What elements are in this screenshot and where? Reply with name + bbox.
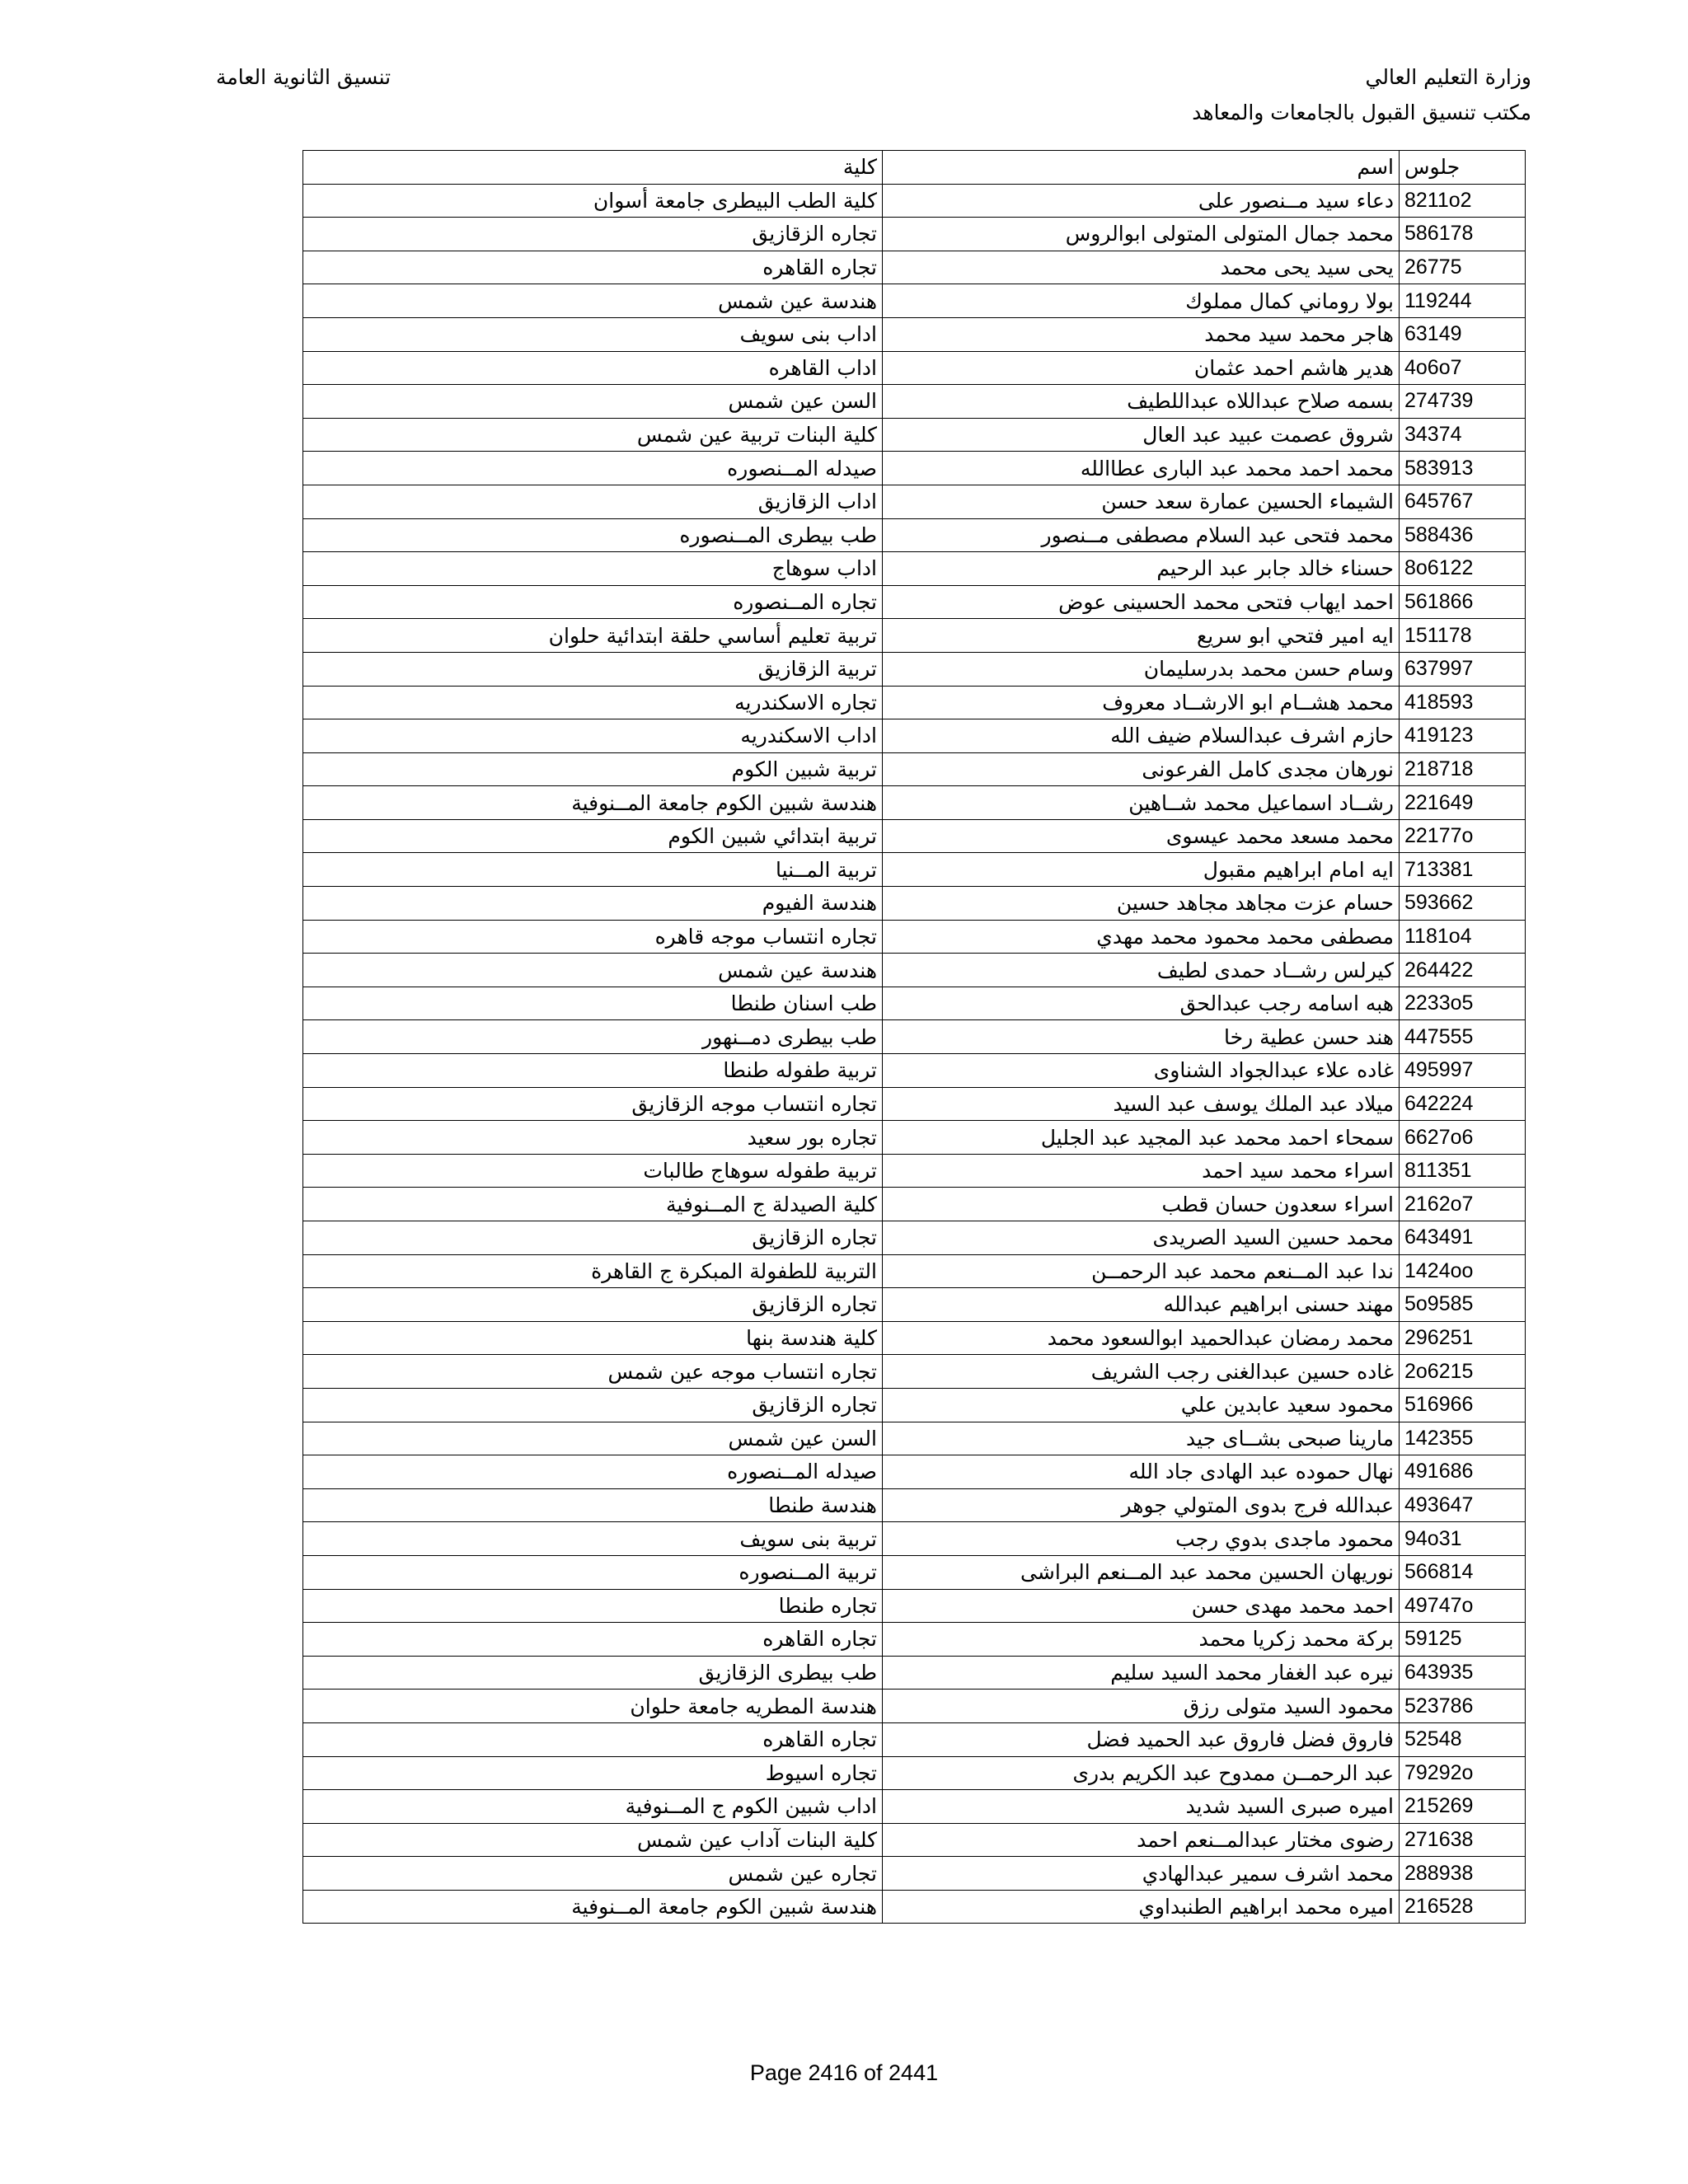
table-row: [303, 786, 1526, 820]
college-cell: طب بيطرى الزقازيق: [303, 1656, 883, 1690]
student-name-cell: رضوى مختار عبدالمــنعم احمد: [883, 1823, 1400, 1857]
table-row: [303, 619, 1526, 653]
college-cell: السن عين شمس: [303, 385, 883, 419]
seat-number-cell: 637997: [1400, 652, 1526, 686]
student-name-cell: ميلاد عبد الملك يوسف عبد السيد: [883, 1087, 1400, 1121]
column-header-name: اسم: [883, 151, 1400, 185]
results-table-body: [303, 151, 1526, 1924]
college-cell: هندسة شبين الكوم جامعة المــنوفية: [303, 1890, 883, 1924]
student-name-cell: هبه اسامه رجب عبدالحق: [883, 987, 1400, 1020]
seat-number-cell: 583913: [1400, 452, 1526, 485]
table-row: [303, 1121, 1526, 1155]
table-row: [303, 1488, 1526, 1522]
student-name-cell: مهند حسنى ابراهيم عبدالله: [883, 1288, 1400, 1322]
student-name-cell: عبد الرحمــن ممدوح عبد الكريم بدرى: [883, 1756, 1400, 1790]
table-row: [303, 920, 1526, 954]
table-row: [303, 1857, 1526, 1891]
seat-number-cell: 713381: [1400, 853, 1526, 887]
seat-number-cell: 49747o: [1400, 1589, 1526, 1623]
table-row: [303, 819, 1526, 853]
student-name-cell: مصطفى محمد محمود محمد مهدي: [883, 920, 1400, 954]
student-name-cell: محمود السيد متولى رزق: [883, 1690, 1400, 1723]
college-cell: تربية المــنيا: [303, 853, 883, 887]
table-row: [303, 1254, 1526, 1288]
student-name-cell: بولا روماني كمال مملوك: [883, 284, 1400, 318]
college-cell: تربية طفوله طنطا: [303, 1054, 883, 1088]
college-cell: هندسة طنطا: [303, 1488, 883, 1522]
student-name-cell: غاده علاء عبدالجواد الشناوى: [883, 1054, 1400, 1088]
college-cell: تجاره الزقازيق: [303, 1288, 883, 1322]
student-name-cell: شروق عصمت عبيد عبد العال: [883, 418, 1400, 452]
table-row: [303, 1790, 1526, 1824]
student-name-cell: احمد محمد مهدى حسن: [883, 1589, 1400, 1623]
seat-number-cell: 63149: [1400, 317, 1526, 351]
seat-number-cell: 495997: [1400, 1054, 1526, 1088]
table-row: [303, 1221, 1526, 1255]
college-cell: تجاره القاهره: [303, 1623, 883, 1657]
student-name-cell: محمد رمضان عبدالحميد ابوالسعود محمد: [883, 1321, 1400, 1355]
table-row: [303, 251, 1526, 284]
college-cell: تجاره اسيوط: [303, 1756, 883, 1790]
college-cell: تجاره القاهره: [303, 251, 883, 284]
college-cell: صيدله المــنصوره: [303, 452, 883, 485]
student-name-cell: حسام عزت مجاهد مجاهد حسين: [883, 887, 1400, 921]
table-header-row: [303, 151, 1526, 185]
seat-number-cell: 119244: [1400, 284, 1526, 318]
student-name-cell: ايه امير فتحي ابو سريع: [883, 619, 1400, 653]
college-cell: هندسة عين شمس: [303, 284, 883, 318]
seat-number-cell: 643935: [1400, 1656, 1526, 1690]
table-row: [303, 853, 1526, 887]
seat-number-cell: 447555: [1400, 1020, 1526, 1054]
college-cell: كلية هندسة بنها: [303, 1321, 883, 1355]
college-cell: تربية تعليم أساسي حلقة ابتدائية حلوان: [303, 619, 883, 653]
college-cell: اداب بنى سويف: [303, 317, 883, 351]
college-cell: تربية بنى سويف: [303, 1522, 883, 1556]
seat-number-cell: 59125: [1400, 1623, 1526, 1657]
table-row: [303, 1054, 1526, 1088]
college-cell: تجاره الاسكندريه: [303, 686, 883, 719]
ministry-name: وزارة التعليم العالي: [1365, 65, 1531, 89]
student-name-cell: عبدالله فرج بدوى المتولي جوهر: [883, 1488, 1400, 1522]
table-row: [303, 954, 1526, 987]
student-name-cell: محمود سعيد عابدين علي: [883, 1388, 1400, 1422]
table-row: [303, 1623, 1526, 1657]
student-name-cell: هدير هاشم احمد عثمان: [883, 351, 1400, 385]
table-row: [303, 184, 1526, 218]
seat-number-cell: 2233o5: [1400, 987, 1526, 1020]
college-cell: اداب الزقازيق: [303, 485, 883, 518]
table-row: [303, 351, 1526, 385]
college-cell: هندسة المطريه جامعة حلوان: [303, 1690, 883, 1723]
college-cell: تربية الزقازيق: [303, 652, 883, 686]
student-name-cell: وسام حسن محمد بدرسليمان: [883, 652, 1400, 686]
table-row: [303, 385, 1526, 419]
student-name-cell: حسناء خالد جابر عبد الرحيم: [883, 552, 1400, 586]
student-name-cell: محمد احمد محمد عبد البارى عطاالله: [883, 452, 1400, 485]
seat-number-cell: 493647: [1400, 1488, 1526, 1522]
seat-number-cell: 523786: [1400, 1690, 1526, 1723]
table-row: [303, 1154, 1526, 1188]
student-name-cell: محمد هشــام ابو الارشــاد معروف: [883, 686, 1400, 719]
college-cell: تجاره القاهره: [303, 1722, 883, 1756]
seat-number-cell: 645767: [1400, 485, 1526, 518]
table-row: [303, 1756, 1526, 1790]
table-row: [303, 1589, 1526, 1623]
table-row: [303, 1355, 1526, 1389]
college-cell: تجاره الزقازيق: [303, 1388, 883, 1422]
college-cell: التربية للطفولة المبكرة ج القاهرة: [303, 1254, 883, 1288]
table-row: [303, 1823, 1526, 1857]
seat-number-cell: 221649: [1400, 786, 1526, 820]
table-row: [303, 418, 1526, 452]
college-cell: اداب الاسكندريه: [303, 719, 883, 753]
table-row: [303, 1020, 1526, 1054]
seat-number-cell: 2o6215: [1400, 1355, 1526, 1389]
seat-number-cell: 643491: [1400, 1221, 1526, 1255]
seat-number-cell: 142355: [1400, 1422, 1526, 1455]
seat-number-cell: 419123: [1400, 719, 1526, 753]
college-cell: اداب سوهاج: [303, 552, 883, 586]
column-header-seat: جلوس: [1400, 151, 1526, 185]
student-name-cell: فاروق فضل فاروق عبد الحميد فضل: [883, 1722, 1400, 1756]
table-row: [303, 1522, 1526, 1556]
page-number: Page 2416 of 2441: [749, 2060, 939, 2085]
college-cell: كلية البنات تربية عين شمس: [303, 418, 883, 452]
college-cell: تجاره الزقازيق: [303, 1221, 883, 1255]
student-name-cell: رشــاد اسماعيل محمد شــاهين: [883, 786, 1400, 820]
seat-number-cell: 274739: [1400, 385, 1526, 419]
seat-number-cell: 26775: [1400, 251, 1526, 284]
student-name-cell: سمحاء احمد محمد عبد المجيد عبد الجليل: [883, 1121, 1400, 1155]
seat-number-cell: 34374: [1400, 418, 1526, 452]
student-name-cell: اميره صبرى السيد شديد: [883, 1790, 1400, 1824]
seat-number-cell: 561866: [1400, 585, 1526, 619]
seat-number-cell: 22177o: [1400, 819, 1526, 853]
student-name-cell: نيره عبد الغفار محمد السيد سليم: [883, 1656, 1400, 1690]
table-row: [303, 719, 1526, 753]
seat-number-cell: 151178: [1400, 619, 1526, 653]
seat-number-cell: 642224: [1400, 1087, 1526, 1121]
student-name-cell: ندا عبد المــنعم محمد عبد الرحمــن: [883, 1254, 1400, 1288]
college-cell: كلية الطب البيطرى جامعة أسوان: [303, 184, 883, 218]
college-cell: تجاره انتساب موجه الزقازيق: [303, 1087, 883, 1121]
table-row: [303, 317, 1526, 351]
table-row: [303, 1288, 1526, 1322]
student-name-cell: نهال حموده عبد الهادى جاد الله: [883, 1455, 1400, 1489]
table-row: [303, 887, 1526, 921]
table-row: [303, 1321, 1526, 1355]
student-name-cell: محمود ماجدى بدوي رجب: [883, 1522, 1400, 1556]
college-cell: تجاره انتساب موجه عين شمس: [303, 1355, 883, 1389]
seat-number-cell: 418593: [1400, 686, 1526, 719]
student-name-cell: غاده حسين عبدالغنى رجب الشريف: [883, 1355, 1400, 1389]
seat-number-cell: 811351: [1400, 1154, 1526, 1188]
college-cell: صيدله المــنصوره: [303, 1455, 883, 1489]
student-name-cell: بركة محمد زكريا محمد: [883, 1623, 1400, 1657]
seat-number-cell: 1181o4: [1400, 920, 1526, 954]
seat-number-cell: 5o9585: [1400, 1288, 1526, 1322]
table-row: [303, 1722, 1526, 1756]
seat-number-cell: 593662: [1400, 887, 1526, 921]
student-name-cell: نوريهان الحسين محمد عبد المــنعم البراشى: [883, 1555, 1400, 1589]
seat-number-cell: 8o6122: [1400, 552, 1526, 586]
table-row: [303, 987, 1526, 1020]
college-cell: تجاره الزقازيق: [303, 218, 883, 251]
student-name-cell: هاجر محمد سيد محمد: [883, 317, 1400, 351]
student-name-cell: اسراء سعدون حسان قطب: [883, 1188, 1400, 1221]
seat-number-cell: 52548: [1400, 1722, 1526, 1756]
table-row: [303, 518, 1526, 552]
table-row: [303, 1690, 1526, 1723]
college-cell: هندسة عين شمس: [303, 954, 883, 987]
student-name-cell: مارينا صبحى بشــاى جيد: [883, 1422, 1400, 1455]
table-row: [303, 1455, 1526, 1489]
student-name-cell: دعاء سيد مــنصور على: [883, 184, 1400, 218]
college-cell: طب بيطرى دمــنهور: [303, 1020, 883, 1054]
student-name-cell: يحى سيد يحى محمد: [883, 251, 1400, 284]
student-name-cell: محمد فتحى عبد السلام مصطفى مــنصور: [883, 518, 1400, 552]
header-ministry-block: [1192, 59, 1531, 130]
student-name-cell: محمد حسين السيد الصريدى: [883, 1221, 1400, 1255]
college-cell: طب اسنان طنطا: [303, 987, 883, 1020]
results-table: [302, 150, 1526, 1924]
seat-number-cell: 79292o: [1400, 1756, 1526, 1790]
seat-number-cell: 218718: [1400, 752, 1526, 786]
college-cell: هندسة الفيوم: [303, 887, 883, 921]
college-cell: كلية البنات آداب عين شمس: [303, 1823, 883, 1857]
college-cell: تجاره المــنصوره: [303, 585, 883, 619]
office-name: مكتب تنسيق القبول بالجامعات والمعاهد: [1192, 101, 1531, 124]
table-row: [303, 1388, 1526, 1422]
student-name-cell: هند حسن عطية رخا: [883, 1020, 1400, 1054]
college-cell: هندسة شبين الكوم جامعة المــنوفية: [303, 786, 883, 820]
student-name-cell: محمد جمال المتولى المتولى ابوالروس: [883, 218, 1400, 251]
college-cell: كلية الصيدلة ج المــنوفية: [303, 1188, 883, 1221]
table-row: [303, 1656, 1526, 1690]
student-name-cell: احمد ايهاب فتحى محمد الحسينى عوض: [883, 585, 1400, 619]
college-cell: اداب شبين الكوم ج المــنوفية: [303, 1790, 883, 1824]
student-name-cell: ايه امام ابراهيم مقبول: [883, 853, 1400, 887]
seat-number-cell: 271638: [1400, 1823, 1526, 1857]
seat-number-cell: 491686: [1400, 1455, 1526, 1489]
college-cell: تجاره عين شمس: [303, 1857, 883, 1891]
seat-number-cell: 516966: [1400, 1388, 1526, 1422]
student-name-cell: اميره محمد ابراهيم الطنبداوي: [883, 1890, 1400, 1924]
student-name-cell: الشيماء الحسين عمارة سعد حسن: [883, 485, 1400, 518]
seat-number-cell: 296251: [1400, 1321, 1526, 1355]
table-row: [303, 452, 1526, 485]
college-cell: تربية ابتدائي شبين الكوم: [303, 819, 883, 853]
seat-number-cell: 588436: [1400, 518, 1526, 552]
student-name-cell: محمد اشرف سمير عبدالهادي: [883, 1857, 1400, 1891]
student-name-cell: بسمه صلاح عبداللاه عبداللطيف: [883, 385, 1400, 419]
table-row: [303, 1422, 1526, 1455]
college-cell: تربية شبين الكوم: [303, 752, 883, 786]
seat-number-cell: 566814: [1400, 1555, 1526, 1589]
seat-number-cell: 215269: [1400, 1790, 1526, 1824]
college-cell: تربية المــنصوره: [303, 1555, 883, 1589]
seat-number-cell: 586178: [1400, 218, 1526, 251]
student-name-cell: حازم اشرف عبدالسلام ضيف الله: [883, 719, 1400, 753]
table-row: [303, 485, 1526, 518]
college-cell: تربية طفوله سوهاج طالبات: [303, 1154, 883, 1188]
column-header-college: كلية: [303, 151, 883, 185]
seat-number-cell: 4o6o7: [1400, 351, 1526, 385]
table-row: [303, 1555, 1526, 1589]
seat-number-cell: 94o31: [1400, 1522, 1526, 1556]
table-row: [303, 1890, 1526, 1924]
table-row: [303, 284, 1526, 318]
table-row: [303, 585, 1526, 619]
college-cell: تجاره بور سعيد: [303, 1121, 883, 1155]
student-name-cell: اسراء محمد سيد احمد: [883, 1154, 1400, 1188]
college-cell: السن عين شمس: [303, 1422, 883, 1455]
table-row: [303, 686, 1526, 719]
seat-number-cell: 264422: [1400, 954, 1526, 987]
college-cell: طب بيطرى المــنصوره: [303, 518, 883, 552]
seat-number-cell: 216528: [1400, 1890, 1526, 1924]
student-name-cell: نورهان مجدى كامل الفرعونى: [883, 752, 1400, 786]
seat-number-cell: 288938: [1400, 1857, 1526, 1891]
table-row: [303, 1188, 1526, 1221]
college-cell: تجاره انتساب موجه قاهره: [303, 920, 883, 954]
seat-number-cell: 8211o2: [1400, 184, 1526, 218]
table-row: [303, 218, 1526, 251]
table-row: [303, 1087, 1526, 1121]
header-subtitle: تنسيق الثانوية العامة: [216, 65, 392, 89]
college-cell: تجاره طنطا: [303, 1589, 883, 1623]
table-row: [303, 752, 1526, 786]
seat-number-cell: 2162o7: [1400, 1188, 1526, 1221]
seat-number-cell: 6627o6: [1400, 1121, 1526, 1155]
student-name-cell: محمد مسعد محمد عيسوى: [883, 819, 1400, 853]
table-row: [303, 652, 1526, 686]
table-row: [303, 552, 1526, 586]
student-name-cell: كيرلس رشــاد حمدى لطيف: [883, 954, 1400, 987]
seat-number-cell: 1424oo: [1400, 1254, 1526, 1288]
college-cell: اداب القاهره: [303, 351, 883, 385]
